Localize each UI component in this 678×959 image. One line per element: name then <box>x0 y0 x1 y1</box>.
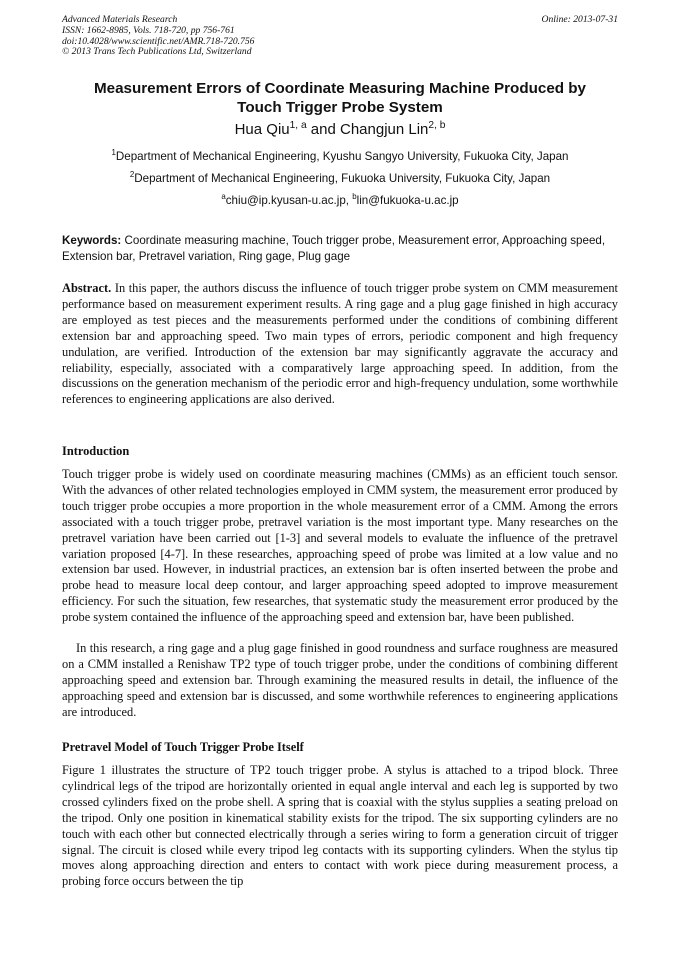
affiliation-1-marker: 1 <box>111 148 116 158</box>
author-conjunction: and <box>306 121 340 138</box>
pretravel-heading: Pretravel Model of Touch Trigger Probe Itself <box>62 740 304 754</box>
introduction-paragraph-1: Touch trigger probe is widely used on coordinate measuring machines (CMMs) as an efficient touch sensor. With the advances of other related technologies employed in CMM system, the measurement error produced by touch trigger probe occupies a more proportion in the whole measurement error of a CMM. Among the errors associated with a touch trigger probe, pretravel variation is the most important type. Many researches on the pretravel variation have been carried out [1-3] and several models to evaluate the influence of the pretravel variation proposed [4-7]. In these researches, approaching speed of probe was limited at a low value and no extension bar used. However, in industrial practices, an extension bar is often inserted between the probe and probe head to measure local deep contour, and larger approaching speed adopted to improve measurement efficiency. For such the situation, few researches, that systematic study the measurement error produced by the probe system contained the influence of the approaching speed and extension bar, have been published. <box>62 467 618 625</box>
title-line-1: Measurement Errors of Coordinate Measuring Machine Produced by <box>93 80 586 97</box>
title-line-2: Touch Trigger Probe System <box>237 99 443 116</box>
affiliation-1-text: Department of Mechanical Engineering, Kyushu Sangyo University, Fukuoka City, Japan <box>115 150 569 163</box>
abstract-text: In this paper, the authors discuss the influence of touch trigger probe system on CMM measurement performance based on measurement experiment results. A ring gage and a plug gage finished in high accuracy are employed as test pieces and the measurements performed under the conditions of combining different extension bar and approaching speed. Two main types of errors, periodic component and high frequency undulation, are verified. Introduction of the extension bar may significantly aggravate the accuracy and reliability, especially, associated with a comparatively large approaching speed. In addition, from the discussions on the generation mechanism of the periodic error and high-frequency undulation, some worthwhile references to engineering applications are also derived. <box>62 281 618 407</box>
introduction-heading: Introduction <box>62 444 130 458</box>
author-2: Changjun Lin <box>340 121 429 138</box>
copyright-line: © 2013 Trans Tech Publications Ltd, Switzerland <box>62 46 252 58</box>
keywords <box>62 233 618 264</box>
online-date: Online: 2013-07-31 <box>541 14 618 25</box>
affiliation-2-text: Department of Mechanical Engineering, Fukuoka University, Fukuoka City, Japan <box>134 172 551 185</box>
affiliation-2-marker: 2 <box>129 170 135 180</box>
email-a-marker: a <box>221 192 226 202</box>
issn-line: ISSN: 1662-8985, Vols. 718-720, pp 756-761 <box>62 24 235 36</box>
email-a: chiu@ip.kyusan-u.ac.jp, <box>225 194 350 207</box>
email-line <box>62 194 618 208</box>
keywords-text: Coordinate measuring machine, Touch trigger probe, Measurement error, Approaching speed, Extension bar, Pretravel variation, Ring gage, Plug gage <box>62 234 606 263</box>
email-b: lin@fukuoka-u.ac.jp <box>356 194 459 207</box>
doi-line: doi:10.4028/www.scientific.net/AMR.718-720.756 <box>62 35 255 47</box>
email-b-marker: b <box>352 192 357 202</box>
introduction-paragraph-2: In this research, a ring gage and a plug gage finished in good roundness and surface roughness are measured on a CMM installed a Renishaw TP2 type of touch trigger probe, under the conditions of combining different approaching speed and extension bar. Through examining the measured results in detail, the influence of the approaching speed and extension bar is discussed, and some worthwhile references to engineering applications are introduced. <box>62 641 618 719</box>
journal-name: Advanced Materials Research <box>62 14 178 25</box>
affiliation-2 <box>62 172 618 186</box>
author-list <box>62 121 618 139</box>
abstract-label: Abstract. <box>62 281 112 295</box>
affiliation-1 <box>62 150 618 164</box>
pretravel-paragraph-1: Figure 1 illustrates the structure of TP2 touch trigger probe. A stylus is attached to a tripod block. Three cylindrical legs of the tripod are horizontally oriented in equal angle interval and each leg is supported by two crossed cylinders fixed on the probe shell. A spring that is coaxial with the stylus supplies a seating preload on the tripod. Only one position in kinematical stability exists for the tripod. The six supporting cylinders are no touch with each other but connected electrically through a series wiring to form a generation circuit of trigger signal. The circuit is closed while every tripod leg contacts with its supporting cylinders. When the stylus tip moves along approaching direction and enters to contact with work piece during measurement process, a probing force occurs between the tip <box>62 763 618 889</box>
abstract <box>62 281 618 408</box>
journal-header <box>62 15 618 58</box>
author-1: Hua Qiu <box>234 121 290 138</box>
keywords-label: Keywords: <box>62 234 122 247</box>
paper-title <box>62 79 618 117</box>
author-2-marker: 2, b <box>428 120 446 131</box>
author-1-marker: 1, a <box>289 120 307 131</box>
